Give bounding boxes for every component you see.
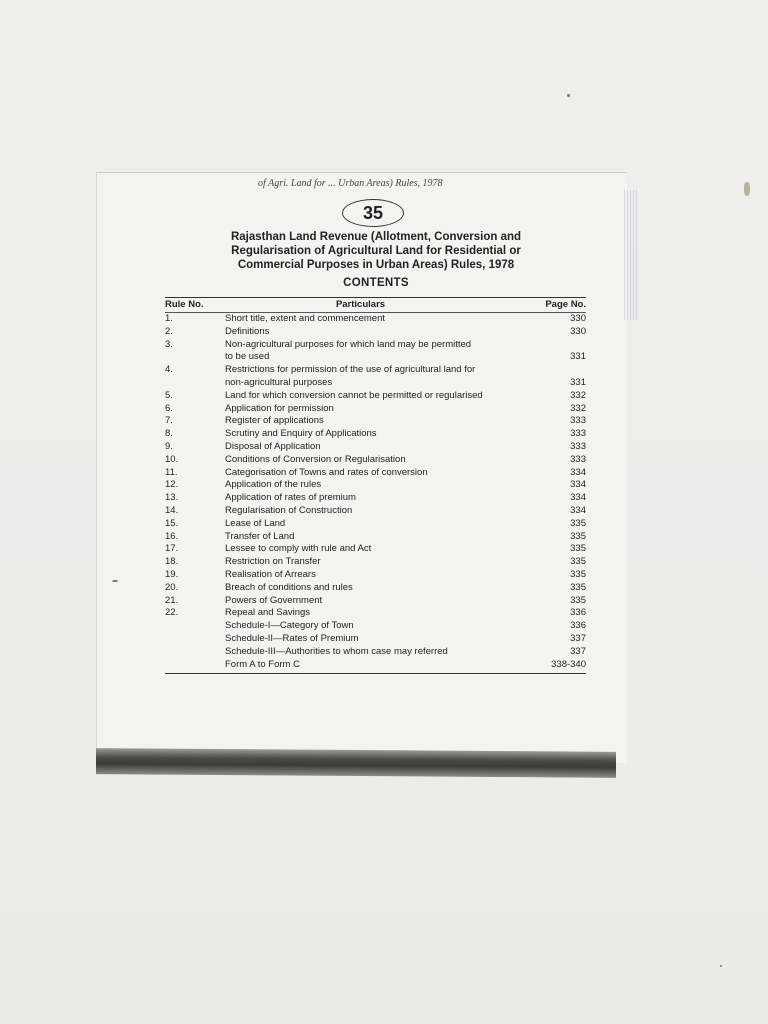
page-number xyxy=(536,364,586,377)
table-row xyxy=(165,569,586,582)
page-number: 330 xyxy=(570,313,586,324)
table-row xyxy=(165,339,586,352)
page-number: 335 xyxy=(570,543,586,555)
table-body xyxy=(165,313,586,671)
particulars-text: non-agricultural purposes xyxy=(225,376,333,388)
header-rule-no: Rule No. xyxy=(165,299,204,310)
dust-speck xyxy=(567,94,570,97)
title-line: Commercial Purposes in Urban Areas) Rules, 1978 xyxy=(237,259,515,271)
particulars-text: to be used xyxy=(225,351,270,363)
table-row xyxy=(165,390,586,403)
table-row xyxy=(165,633,586,646)
page-number: 338-340 xyxy=(551,658,586,670)
rule-number: 10. xyxy=(165,453,179,465)
rule-number: 14. xyxy=(165,504,179,516)
page-number: 333 xyxy=(570,440,586,452)
page-number: 336 xyxy=(570,620,586,632)
table-row xyxy=(165,595,586,608)
header-page-no: Page No. xyxy=(545,299,586,310)
page-number: 333 xyxy=(570,428,586,440)
document-title xyxy=(166,230,586,272)
particulars-text: Form A to Form C xyxy=(225,658,300,670)
particulars-text: Restriction on Transfer xyxy=(225,556,321,568)
table-row xyxy=(165,377,586,390)
page-number: 330 xyxy=(570,325,586,337)
particulars-text: Disposal of Application xyxy=(225,440,321,452)
rule-number: 2. xyxy=(165,325,173,337)
page-number: 333 xyxy=(570,453,586,465)
particulars-text: Land for which conversion cannot be permitted or regularised xyxy=(225,389,483,401)
particulars-text: Transfer of Land xyxy=(225,530,295,542)
rule-number: 8. xyxy=(165,428,173,440)
page-number: 332 xyxy=(570,402,586,414)
page-number: 331 xyxy=(570,351,586,363)
table-row xyxy=(165,582,586,595)
rule-number: 6. xyxy=(165,402,173,414)
table-row xyxy=(165,531,586,544)
rule-number xyxy=(165,351,225,364)
particulars-text: Repeal and Savings xyxy=(225,607,311,619)
rule-number: 11. xyxy=(165,466,178,478)
table-row xyxy=(165,607,586,620)
rule-number: 16. xyxy=(165,530,179,542)
page-number: 335 xyxy=(570,530,586,542)
particulars-text: Scrutiny and Enquiry of Applications xyxy=(225,428,377,440)
table-row xyxy=(165,313,586,326)
rule-number: 18. xyxy=(165,556,179,568)
rule-number: 19. xyxy=(165,568,179,580)
chapter-number-badge xyxy=(342,199,404,227)
table-row xyxy=(165,492,586,505)
page-edge-shadow xyxy=(96,748,616,778)
dust-speck xyxy=(112,580,118,582)
rule-number: 12. xyxy=(165,479,179,491)
particulars-text: Register of applications xyxy=(225,415,324,427)
page-number: 335 xyxy=(570,581,586,593)
table-row xyxy=(165,543,586,556)
rule-number: 13. xyxy=(165,492,179,504)
page-number: 331 xyxy=(570,376,586,388)
contents-heading: CONTENTS xyxy=(343,277,409,289)
scan-artifact-streak xyxy=(624,190,638,320)
page-number: 333 xyxy=(570,415,586,427)
rule-number: 21. xyxy=(165,594,179,606)
particulars-text: Restrictions for permission of the use of agricultural land for xyxy=(225,364,476,376)
page-number: 334 xyxy=(570,466,586,478)
header-particulars: Particulars xyxy=(335,299,386,310)
particulars-text: Application of rates of premium xyxy=(225,492,356,504)
particulars-text: Schedule-I—Category of Town xyxy=(225,620,354,632)
particulars-text: Short title, extent and commencement xyxy=(225,313,385,324)
particulars-text: Powers of Government xyxy=(225,594,323,606)
rule-number: 7. xyxy=(165,415,173,427)
rule-number: 15. xyxy=(165,517,179,529)
table-row xyxy=(165,646,586,659)
title-line: Rajasthan Land Revenue (Allotment, Conversion and xyxy=(230,231,522,243)
particulars-text: Lessee to comply with rule and Act xyxy=(225,543,372,555)
rule-number: 9. xyxy=(165,440,173,452)
table-row xyxy=(165,556,586,569)
table-row xyxy=(165,403,586,416)
particulars-text: Schedule-II—Rates of Premium xyxy=(225,632,359,644)
table-row xyxy=(165,428,586,441)
rule-number: 22. xyxy=(165,607,179,619)
rule-number xyxy=(165,620,225,633)
particulars-text: Lease of Land xyxy=(225,517,286,529)
page-number: 335 xyxy=(570,594,586,606)
rule-number: 3. xyxy=(165,338,173,350)
page-number: 335 xyxy=(570,568,586,580)
table-row xyxy=(165,467,586,480)
rule-number xyxy=(165,659,225,672)
table-row xyxy=(165,479,586,492)
page-number: 335 xyxy=(570,517,586,529)
table-header xyxy=(165,298,586,313)
particulars-text: Breach of conditions and rules xyxy=(225,581,353,593)
table-row xyxy=(165,364,586,377)
chapter-number: 35 xyxy=(362,202,384,223)
table-row xyxy=(165,441,586,454)
table-row xyxy=(165,415,586,428)
rule-number: 17. xyxy=(165,543,179,555)
page-number: 334 xyxy=(570,504,586,516)
rule-number: 5. xyxy=(165,389,173,401)
particulars-text: Non-agricultural purposes for which land may be permitted xyxy=(225,338,472,350)
table-row xyxy=(165,326,586,339)
title-line: Regularisation of Agricultural Land for Residential or xyxy=(231,245,521,257)
page-number: 337 xyxy=(570,632,586,644)
table-row xyxy=(165,454,586,467)
table-row xyxy=(165,620,586,633)
running-head: of Agri. Land for ... Urban Areas) Rules, 1978 xyxy=(258,178,443,189)
dust-speck xyxy=(744,182,750,196)
particulars-text: Application for permission xyxy=(225,402,334,414)
page-number: 332 xyxy=(570,389,586,401)
particulars-text: Schedule-III—Authorities to whom case may referred xyxy=(225,645,448,657)
page-number: 334 xyxy=(570,492,586,504)
rule-number xyxy=(165,377,225,390)
rule-number: 20. xyxy=(165,581,179,593)
particulars-text: Regularisation of Construction xyxy=(225,504,353,516)
particulars-text: Realisation of Arrears xyxy=(225,568,316,580)
particulars-text: Conditions of Conversion or Regularisation xyxy=(225,453,406,465)
table-row xyxy=(165,659,586,672)
rule-number: 1. xyxy=(165,313,173,324)
table-bottom-rule xyxy=(165,673,586,674)
particulars-text: Definitions xyxy=(225,325,270,337)
page-number xyxy=(536,339,586,352)
rule-number xyxy=(165,646,225,659)
page-number: 336 xyxy=(570,607,586,619)
page-number: 335 xyxy=(570,556,586,568)
rule-number: 4. xyxy=(165,364,173,376)
page-number: 337 xyxy=(570,645,586,657)
dust-speck xyxy=(720,965,722,967)
particulars-text: Application of the rules xyxy=(225,479,322,491)
table-row xyxy=(165,351,586,364)
table-row xyxy=(165,518,586,531)
rule-number xyxy=(165,633,225,646)
page-number: 334 xyxy=(570,479,586,491)
contents-table xyxy=(165,297,586,674)
table-row xyxy=(165,505,586,518)
particulars-text: Categorisation of Towns and rates of conversion xyxy=(225,466,428,478)
